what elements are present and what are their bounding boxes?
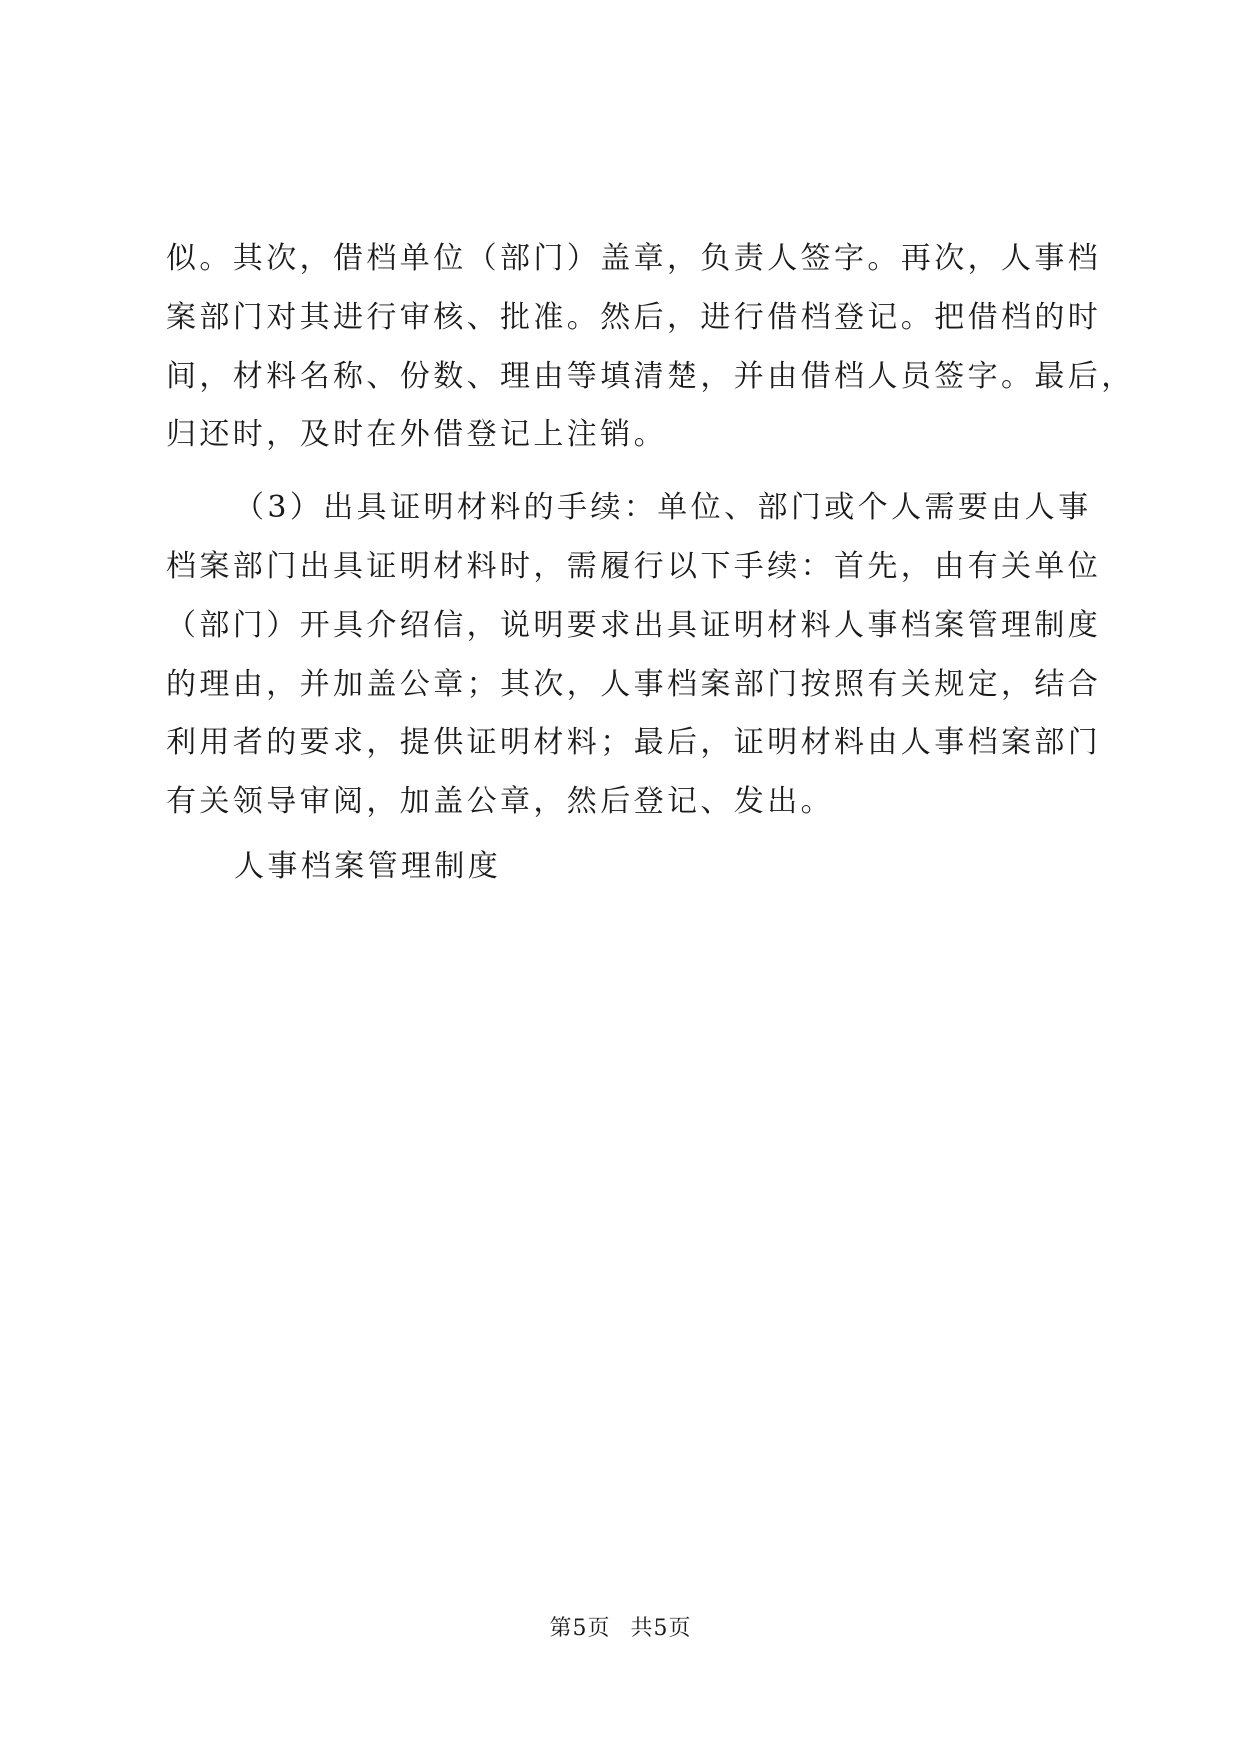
text-line: 似。其次，借档单位（部门）盖章，负责人签字。再次，人事档 xyxy=(166,241,1102,276)
text-line: 归还时，及时在外借登记上注销。 xyxy=(166,417,667,453)
text-line: 案部门对其进行审核、批准。然后，进行借档登记。把借档的时 xyxy=(166,299,1102,335)
page-number-total: 共5页 xyxy=(630,1616,692,1641)
page-number-current: 第5页 xyxy=(549,1616,611,1641)
paragraph-borrowing-procedure xyxy=(166,230,1135,465)
text-line: 间，材料名称、份数、理由等填清楚，并由借档人员签字。最后， xyxy=(166,358,1135,394)
text-line: （部门）开具介绍信，说明要求出具证明材料人事档案管理制度 xyxy=(166,607,1102,643)
text-line: 有关领导审阅，加盖公章，然后登记、发出。 xyxy=(166,784,834,820)
text-line: 档案部门出具证明材料时，需履行以下手续：首先，由有关单位 xyxy=(166,548,1102,584)
page-footer xyxy=(0,1611,1241,1642)
section-heading: 人事档案管理制度 xyxy=(234,848,502,884)
paragraph-certificate-procedure xyxy=(166,479,1102,832)
text-line: （3）出具证明材料的手续：单位、部门或个人需要由人事 xyxy=(234,490,1092,526)
document-body xyxy=(166,230,1135,897)
text-line: 的理由，并加盖公章；其次，人事档案部门按照有关规定，结合 xyxy=(166,666,1102,702)
text-line: 利用者的要求，提供证明材料；最后，证明材料由人事档案部门 xyxy=(166,725,1102,761)
paragraph-spacer xyxy=(166,465,1086,479)
